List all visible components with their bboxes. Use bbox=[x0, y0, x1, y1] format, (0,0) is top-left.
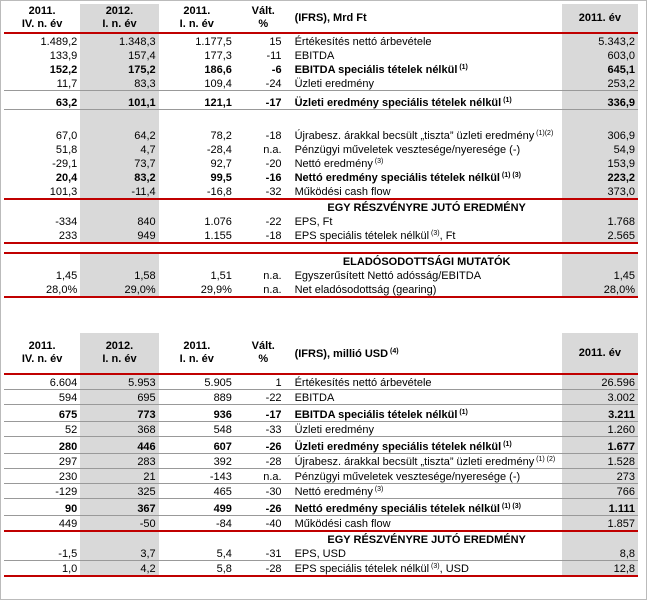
change-percent: -40 bbox=[235, 516, 292, 532]
value-2012-q1: 4,7 bbox=[80, 142, 158, 156]
change-percent: n.a. bbox=[235, 469, 292, 484]
value-2011-q4: -129 bbox=[4, 484, 80, 499]
value-2011-q4: 11,7 bbox=[4, 76, 80, 91]
row-label: Pénzügyi műveletek vesztesége/nyeresége (-) bbox=[294, 144, 521, 156]
header-row bbox=[4, 333, 638, 374]
spacer-cell bbox=[4, 243, 80, 253]
change-percent: -17 bbox=[235, 91, 292, 110]
value-2011-q1: 548 bbox=[159, 422, 235, 437]
section-header-row bbox=[4, 531, 638, 546]
row-label: Üzleti eredmény bbox=[292, 76, 562, 91]
column-header-2011-year: 2011. év bbox=[562, 333, 638, 374]
value-2011-q4: 297 bbox=[4, 454, 80, 469]
table-row bbox=[4, 405, 638, 422]
value-2011-q1: 5,4 bbox=[159, 546, 235, 561]
table-row bbox=[4, 469, 638, 484]
value-2011-q4: 594 bbox=[4, 390, 80, 405]
spacer-cell bbox=[562, 243, 638, 253]
change-percent: 1 bbox=[235, 374, 292, 390]
value-2011-year: 336,9 bbox=[562, 91, 638, 110]
value-2011-year: 253,2 bbox=[562, 76, 638, 91]
footnote-ref: (3) bbox=[429, 563, 440, 570]
value-2012-q1: 368 bbox=[80, 422, 158, 437]
value-2011-q4: 63,2 bbox=[4, 91, 80, 110]
row-label: Működési cash flow bbox=[292, 516, 562, 532]
row-label: EBITDA bbox=[292, 390, 562, 405]
value-2011-year: 1.111 bbox=[562, 499, 638, 516]
change-percent: -33 bbox=[235, 422, 292, 437]
value-2012-q1: 83,3 bbox=[80, 76, 158, 91]
empty bbox=[159, 199, 235, 214]
value-2011-year: 1,45 bbox=[562, 268, 638, 282]
column-header-2011-q1: 2011. I. n. év bbox=[179, 340, 214, 365]
value-2011-year: 28,0% bbox=[562, 282, 638, 297]
value-2011-q4: 675 bbox=[4, 405, 80, 422]
value-2011-q1: 177,3 bbox=[204, 50, 232, 62]
value-2012-q1: 157,4 bbox=[80, 48, 158, 62]
section-title: EGY RÉSZVÉNYRE JUTÓ EREDMÉNY bbox=[292, 199, 562, 214]
table-huf bbox=[4, 4, 638, 298]
value-2012-q1: 101,1 bbox=[80, 91, 158, 110]
footnote-ref: (1) bbox=[457, 64, 468, 71]
change-percent: -26 bbox=[235, 499, 292, 516]
value-2011-year: 26.596 bbox=[562, 374, 638, 390]
row-label: Értékesítés nettó árbevétele bbox=[292, 374, 562, 390]
table-row bbox=[4, 437, 638, 454]
value-2011-q1: 1.177,5 bbox=[159, 33, 235, 48]
value-2012-q1: 446 bbox=[80, 437, 158, 454]
value-2012-q1: 83,2 bbox=[80, 170, 158, 184]
change-percent: -30 bbox=[235, 484, 292, 499]
table-row bbox=[4, 546, 638, 561]
footnote-ref: (1) (3) bbox=[499, 172, 521, 179]
row-label: Nettó eredmény speciális tételek nélkül $^{(1) (3)}$ bbox=[292, 499, 562, 516]
value-2011-q1: 936 bbox=[159, 405, 235, 422]
value-2011-year: 153,9 bbox=[562, 156, 638, 170]
value-2011-q1: 99,5 bbox=[210, 172, 232, 184]
empty bbox=[80, 199, 158, 214]
value-2011-q1: 607 bbox=[159, 437, 235, 454]
value-2011-q4: 1,45 bbox=[55, 270, 78, 282]
change-percent: -22 bbox=[235, 390, 292, 405]
column-header-2011-q4: 2011. IV. n. év bbox=[21, 340, 63, 365]
value-2012-q1: 21 bbox=[80, 469, 158, 484]
value-2012-q1: 1.348,3 bbox=[80, 33, 158, 48]
value-2011-q1: 392 bbox=[159, 454, 235, 469]
empty bbox=[80, 531, 158, 546]
table-row bbox=[4, 484, 638, 499]
change-percent: 15 bbox=[235, 33, 292, 48]
value-2011-q4: 28,0% bbox=[4, 282, 80, 297]
footnote-ref: (3) bbox=[372, 158, 384, 165]
spacer-cell bbox=[159, 243, 235, 253]
row-label: EBITDA bbox=[294, 50, 335, 62]
value-2011-year: 373,0 bbox=[562, 184, 638, 199]
row-label: EPS, Ft bbox=[294, 216, 333, 228]
column-header-2012-q1: 2012. I. n. év bbox=[80, 4, 158, 33]
row-label: Értékesítés nettó árbevétele bbox=[292, 33, 562, 48]
row-label: Egyszerűsített Nettó adósság/EBITDA bbox=[294, 270, 482, 282]
header-row bbox=[4, 4, 638, 33]
value-2011-q4: 1,0 bbox=[4, 561, 80, 577]
change-percent: -24 bbox=[235, 76, 292, 91]
table-row bbox=[4, 228, 638, 243]
footnote-ref: (3) bbox=[372, 486, 384, 493]
change-percent: -6 bbox=[271, 64, 282, 76]
row-label: Újrabesz. árakkal becsült „tiszta” üzleti eredmény $^{(1)(2)}$ bbox=[294, 130, 554, 142]
value-2011-q1: 92,7 bbox=[210, 158, 232, 170]
change-percent: -17 bbox=[235, 405, 292, 422]
change-percent: -16 bbox=[265, 172, 282, 184]
empty bbox=[4, 253, 80, 268]
value-2011-q1: 121,1 bbox=[159, 91, 235, 110]
value-2012-q1: 5.953 bbox=[80, 374, 158, 390]
value-2011-q4: 67,0 bbox=[55, 130, 78, 142]
row-label: EPS, USD bbox=[292, 546, 562, 561]
value-2011-q1: 1.076 bbox=[204, 216, 232, 228]
value-2011-year: 1.677 bbox=[562, 437, 638, 454]
table-row bbox=[4, 499, 638, 516]
change-percent: n.a. bbox=[235, 282, 292, 297]
value-2011-year: 54,9 bbox=[562, 142, 638, 156]
table-row bbox=[4, 156, 638, 170]
value-2011-year: 5.343,2 bbox=[562, 33, 638, 48]
empty bbox=[4, 199, 80, 214]
value-2012-q1: 4,2 bbox=[80, 561, 158, 577]
column-header-label: (IFRS), Mrd Ft bbox=[294, 11, 367, 24]
column-header-change: Vált. % bbox=[251, 340, 275, 365]
value-2011-year: 12,8 bbox=[562, 561, 638, 577]
change-percent: -28 bbox=[235, 454, 292, 469]
row-label: Net eladósodottság (gearing) bbox=[292, 282, 562, 297]
value-2011-q4: 51,8 bbox=[55, 144, 78, 156]
empty bbox=[159, 253, 235, 268]
value-2011-year: 1.857 bbox=[562, 516, 638, 532]
empty bbox=[159, 531, 235, 546]
value-2011-year: 1.528 bbox=[562, 454, 638, 469]
column-header-2011-q1: 2011. I. n. év bbox=[179, 5, 214, 30]
value-2012-q1: 695 bbox=[80, 390, 158, 405]
empty bbox=[235, 199, 292, 214]
table-row bbox=[4, 48, 638, 62]
empty bbox=[235, 531, 292, 546]
change-percent: -20 bbox=[265, 158, 282, 170]
row-label: EPS speciális tételek nélkül $^{(3)}$, USD bbox=[292, 561, 562, 577]
value-2011-q4: 6.604 bbox=[4, 374, 80, 390]
table-row bbox=[4, 561, 638, 577]
value-2011-q4: 152,2 bbox=[49, 64, 78, 76]
value-2011-q4: 233 bbox=[4, 228, 80, 243]
table-row bbox=[4, 184, 638, 199]
row-label: Újrabesz. árakkal becsült „tiszta” üzleti eredmény $^{(1) (2)}$ bbox=[292, 454, 562, 469]
row-label: Nettó eredmény $^{(3)}$ bbox=[294, 158, 384, 170]
value-2011-q1: 1,51 bbox=[210, 270, 232, 282]
change-percent: -26 bbox=[235, 437, 292, 454]
empty bbox=[4, 531, 80, 546]
value-2012-q1: 1,58 bbox=[80, 268, 158, 282]
value-2011-q1: 78,2 bbox=[210, 130, 232, 142]
value-2011-q4: -334 bbox=[55, 216, 78, 228]
value-2011-year: 3.002 bbox=[562, 390, 638, 405]
column-header-2011-year: 2011. év bbox=[562, 4, 638, 33]
table-row bbox=[4, 422, 638, 437]
value-2011-q1: 889 bbox=[159, 390, 235, 405]
footnote-ref: (3) bbox=[429, 230, 440, 237]
value-2011-q1: 1.155 bbox=[159, 228, 235, 243]
row-label: EBITDA speciális tételek nélkül $^{(1)}$ bbox=[294, 64, 468, 76]
empty bbox=[235, 253, 292, 268]
value-2011-q1: 499 bbox=[159, 499, 235, 516]
empty bbox=[562, 531, 638, 546]
table-row bbox=[4, 170, 638, 184]
value-2011-q1: 109,4 bbox=[159, 76, 235, 91]
row-label: EBITDA speciális tételek nélkül $^{(1)}$ bbox=[292, 405, 562, 422]
empty bbox=[80, 253, 158, 268]
row-label: EPS speciális tételek nélkül $^{(3)}$, Ft bbox=[292, 228, 562, 243]
column-header-2011-q4: 2011. IV. n. év bbox=[21, 5, 63, 30]
table-row bbox=[4, 91, 638, 110]
table-row bbox=[4, 268, 638, 282]
footnote-ref: (1) bbox=[501, 441, 512, 448]
value-2011-q4: 52 bbox=[4, 422, 80, 437]
table-row bbox=[4, 454, 638, 469]
value-2011-q1: 5,8 bbox=[159, 561, 235, 577]
change-percent: -31 bbox=[235, 546, 292, 561]
value-2012-q1: -50 bbox=[80, 516, 158, 532]
footnote-ref: (1)(2) bbox=[534, 130, 554, 137]
value-2011-q4: 20,4 bbox=[55, 172, 78, 184]
value-2011-q1: -28,4 bbox=[206, 144, 232, 156]
change-percent: -18 bbox=[265, 130, 282, 142]
value-2012-q1: 325 bbox=[80, 484, 158, 499]
value-2011-q4: 101,3 bbox=[49, 186, 78, 198]
table-row bbox=[4, 33, 638, 48]
value-2011-year: 3.211 bbox=[562, 405, 638, 422]
table-row bbox=[4, 282, 638, 297]
value-2011-year: 273 bbox=[562, 469, 638, 484]
table-row bbox=[4, 390, 638, 405]
value-2011-q4: 449 bbox=[4, 516, 80, 532]
value-2011-q4: 230 bbox=[4, 469, 80, 484]
change-percent: -32 bbox=[265, 186, 282, 198]
value-2012-q1: -11,4 bbox=[80, 184, 158, 199]
value-2011-q1: 465 bbox=[159, 484, 235, 499]
empty bbox=[562, 199, 638, 214]
value-2011-q1: 186,6 bbox=[204, 64, 232, 76]
table-row bbox=[4, 110, 638, 143]
change-percent: -28 bbox=[235, 561, 292, 577]
value-2012-q1: 64,2 bbox=[80, 110, 158, 143]
table-row bbox=[4, 142, 638, 156]
section-title: ELADÓSODOTTSÁGI MUTATÓK bbox=[292, 253, 562, 268]
value-2011-q4: 1.489,2 bbox=[4, 33, 80, 48]
empty bbox=[562, 253, 638, 268]
change-percent: n.a. bbox=[263, 144, 282, 156]
footnote-ref: (1) bbox=[501, 97, 512, 104]
spacer-cell bbox=[235, 243, 292, 253]
row-label: Üzleti eredmény speciális tételek nélkül $^{(1)}$ bbox=[292, 437, 562, 454]
value-2011-q4: 133,9 bbox=[49, 50, 78, 62]
footnote-ref: (1) bbox=[457, 409, 468, 416]
row-label: Nettó eredmény speciális tételek nélkül $^{(1) (3)}$ bbox=[294, 172, 521, 184]
table-row bbox=[4, 516, 638, 532]
value-2011-q1: -143 bbox=[159, 469, 235, 484]
value-2012-q1: 283 bbox=[80, 454, 158, 469]
value-2011-year: 603,0 bbox=[562, 48, 638, 62]
footnote-ref: (1) (3) bbox=[499, 503, 521, 510]
value-2011-year: 223,2 bbox=[562, 170, 638, 184]
value-2011-year: 306,9 bbox=[562, 110, 638, 143]
table-usd bbox=[4, 333, 638, 577]
value-2012-q1: 73,7 bbox=[80, 156, 158, 170]
value-2011-year: 8,8 bbox=[562, 546, 638, 561]
value-2012-q1: 949 bbox=[80, 228, 158, 243]
spacer-cell bbox=[292, 243, 562, 253]
value-2012-q1: 3,7 bbox=[80, 546, 158, 561]
row-label: Pénzügyi műveletek vesztesége/nyeresége (-) bbox=[292, 469, 562, 484]
change-percent: -11 bbox=[266, 50, 282, 62]
footnote-ref: (1) (2) bbox=[534, 456, 556, 463]
row-label: Üzleti eredmény speciális tételek nélkül $^{(1)}$ bbox=[292, 91, 562, 110]
value-2011-year: 2.565 bbox=[562, 228, 638, 243]
value-2012-q1: 773 bbox=[80, 405, 158, 422]
value-2011-year: 645,1 bbox=[562, 62, 638, 76]
value-2012-q1: 29,0% bbox=[80, 282, 158, 297]
table-row bbox=[4, 214, 638, 228]
value-2011-q1: 5.905 bbox=[159, 374, 235, 390]
table-row bbox=[4, 62, 638, 76]
value-2012-q1: 367 bbox=[80, 499, 158, 516]
row-label: Üzleti eredmény bbox=[292, 422, 562, 437]
section-header-row bbox=[4, 199, 638, 214]
value-2011-year: 766 bbox=[562, 484, 638, 499]
value-2011-year: 1.768 bbox=[562, 214, 638, 228]
value-2012-q1: 175,2 bbox=[80, 62, 158, 76]
column-header-2012-q1: 2012. I. n. év bbox=[80, 333, 158, 374]
value-2011-q1: -84 bbox=[159, 516, 235, 532]
value-2012-q1: 840 bbox=[80, 214, 158, 228]
change-percent: n.a. bbox=[263, 270, 282, 282]
value-2011-year: 1.260 bbox=[562, 422, 638, 437]
value-2011-q4: 90 bbox=[4, 499, 80, 516]
table-row bbox=[4, 374, 638, 390]
row-label: Működési cash flow bbox=[294, 186, 391, 198]
value-2011-q4: 280 bbox=[4, 437, 80, 454]
spacer-row bbox=[4, 243, 638, 253]
value-2011-q1: -16,8 bbox=[206, 186, 232, 198]
table-row bbox=[4, 76, 638, 91]
column-header-label: (IFRS), millió USD $^{(4)}$ bbox=[294, 348, 399, 360]
value-2011-q4: -1,5 bbox=[4, 546, 80, 561]
change-percent: -18 bbox=[235, 228, 292, 243]
change-percent: -22 bbox=[265, 216, 282, 228]
value-2011-q4: -29,1 bbox=[52, 158, 78, 170]
row-label: Nettó eredmény $^{(3)}$ bbox=[292, 484, 562, 499]
section-title: EGY RÉSZVÉNYRE JUTÓ EREDMÉNY bbox=[292, 531, 562, 546]
spacer-cell bbox=[80, 243, 158, 253]
footnote-ref: (4) bbox=[388, 348, 399, 355]
section-header-row bbox=[4, 253, 638, 268]
value-2011-q1: 29,9% bbox=[159, 282, 235, 297]
column-header-change: Vált. % bbox=[251, 5, 275, 30]
